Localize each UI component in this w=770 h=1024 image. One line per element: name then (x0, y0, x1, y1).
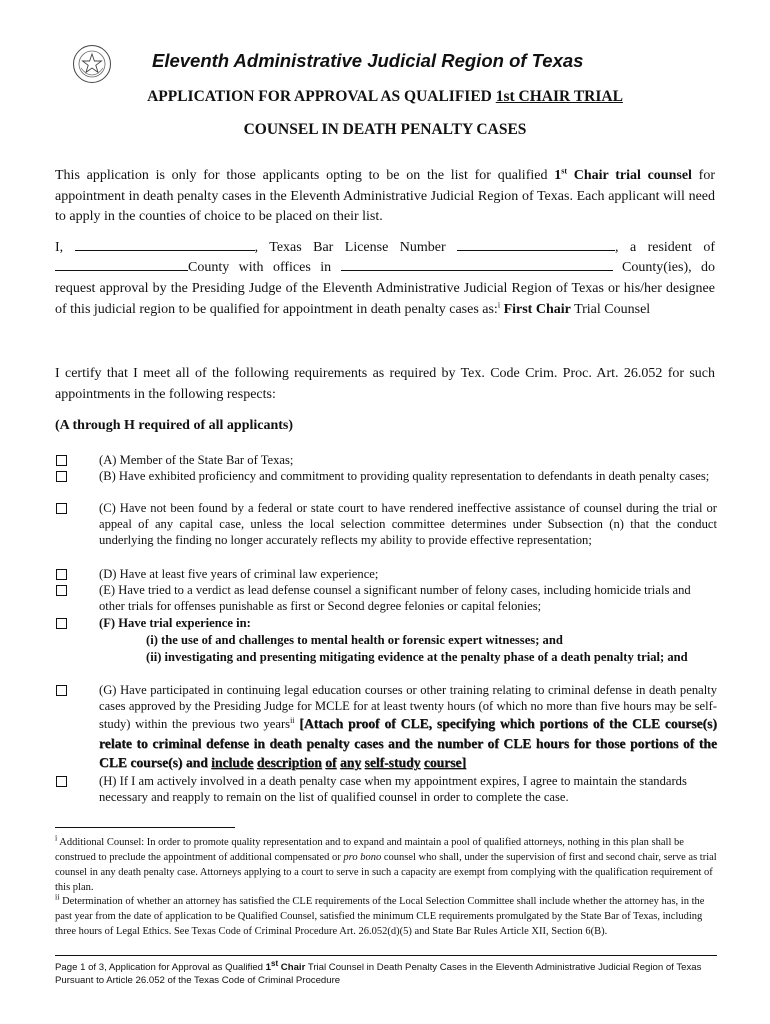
requirement-b: (B) Have exhibited proficiency and commitment to providing quality representation to defendants in death penalty cases; (99, 469, 710, 483)
requirement-f-i: (i) the use of and challenges to mental health or forensic expert witnesses; and (146, 633, 563, 647)
checkbox-c[interactable] (56, 503, 67, 514)
approval-request-text: request approval by the Presiding Judge of the Eleventh Administrative Judicial Region of Texas or his/her designee of this judicial region to be qualified for appointment in death penalty cases as:$^i$ First Chair Trial Counsel (55, 281, 715, 317)
org-title: Eleventh Administrative Judicial Region of Texas (152, 50, 584, 71)
checkbox-a[interactable] (56, 455, 67, 466)
requirements-heading: (A through H required of all applicants) (55, 418, 294, 433)
title-underlined: 1st CHAIR TRIAL (495, 88, 623, 105)
office-counties-field[interactable] (341, 258, 613, 271)
checkbox-e[interactable] (56, 585, 67, 596)
requirement-e: (E) Have tried to a verdict as lead defense counsel a significant number of felony cases, including homicide trials and other trials for offenses punishable as first or Second degree felonies or capital felonies; (99, 583, 691, 614)
requirement-f: (F) Have trial experience in: (99, 616, 251, 630)
intro-paragraph: This application is only for those applicants opting to be on the list for qualified 1st Chair trial counsel for appointment in death penalty cases in the Eleventh Administrative Judicial Region of Texas. Each applicant will need to apply in the counties of choice to be placed on their list. (55, 166, 715, 224)
form-title-line2: COUNSEL IN DEATH PENALTY CASES (243, 121, 527, 138)
checkbox-f[interactable] (56, 618, 67, 629)
footnote-i: $^i$ Additional Counsel: In order to promote quality representation and to expand and maintain a pool of qualified attorneys, nothing in this plan shall be construed to preclude the appointment of additional compensated or pro bono counsel who shall, under the supervision of first and second chair, serve as trial counsel in any death penalty case. Attorneys applying to a court to serve in such a capacity are exempt from complying with the qualification requirement of this plan. (55, 833, 717, 893)
cle-proof-instruction: [Attach proof of CLE, specifying which portions of the CLE course(s) relate to criminal defense in death penalty cases and the number of CLE hours for those portions of the CLE course(s) and include description of any self-study course] (99, 716, 717, 771)
requirement-d: (D) Have at least five years of criminal law experience; (99, 567, 379, 581)
form-title-line1: APPLICATION FOR APPROVAL AS QUALIFIED 1st CHAIR TRIAL (147, 88, 623, 105)
footer-divider (55, 955, 717, 956)
requirement-f-ii: (ii) investigating and presenting mitigating evidence at the penalty phase of a death penalty trial; and (146, 650, 688, 664)
requirement-h: (H) If I am actively involved in a death penalty case when my appointment expires, I agree to maintain the standards necessary and reapply to remain on the list of qualified counsel in order to complete the case. (99, 774, 687, 805)
applicant-line-1: I, , Texas Bar License Number , a resident of (55, 240, 715, 255)
county-field[interactable] (55, 258, 188, 271)
checkbox-d[interactable] (56, 569, 67, 580)
checkbox-h[interactable] (56, 776, 67, 787)
footnote-ii: $^{ii}$ Determination of whether an attorney has satisfied the CLE requirements of the Local Selection Committee shall include whether the attorney has, in the past year from the date of application to be Qualified Counsel, satisfied the minimum CLE requirements promulgated by the State Bar of Texas, including three hours of Legal Ethics. See Texas Code of Criminal Procedure Art. 26.052(d)(5) and State Bar Rules Article XII, Section 6(B). (55, 892, 705, 937)
checkbox-g[interactable] (56, 685, 67, 696)
state-seal-icon (72, 44, 112, 84)
checkbox-b[interactable] (56, 471, 67, 482)
applicant-name-field[interactable] (75, 238, 255, 251)
requirement-a: (A) Member of the State Bar of Texas; (99, 453, 294, 467)
footnote-divider (55, 827, 235, 828)
page-footer: Page 1 of 3, Application for Approval as Qualified 1st Chair Trial Counsel in Death Penalty Cases in the Eleventh Administrative Judicial Region of Texas Pursuant to Article 26.052 of the Texas Code of Criminal Procedure (55, 959, 702, 987)
bar-license-field[interactable] (457, 238, 615, 251)
applicant-line-2: County with offices in County(ies), do (55, 258, 715, 279)
certify-paragraph: I certify that I meet all of the following requirements as required by Tex. Code Crim. Proc. Art. 26.052 for such appointments in the following respects: (55, 366, 715, 402)
requirement-g: (G) Have participated in continuing legal education courses or other training relating to criminal defense in death penalty cases approved by the Presiding Judge for MCLE for at least twenty hours (of which no more than five hours may be self-study) within the previous two years$^{ii}$ [Attach proof of CLE, specifying which portions of the CLE course(s) relate to criminal defense in death penalty cases and the number of CLE hours for those portions of the CLE course(s) and include description of any self-study course] (99, 683, 717, 771)
requirement-c: (C) Have not been found by a federal or state court to have rendered ineffective assistance of counsel during the trial or appeal of any capital case, unless the local selection committee determines under Subsection (n) that the conduct underlying the finding no longer accurately reflects my ability to provide effective representation; (99, 501, 717, 548)
